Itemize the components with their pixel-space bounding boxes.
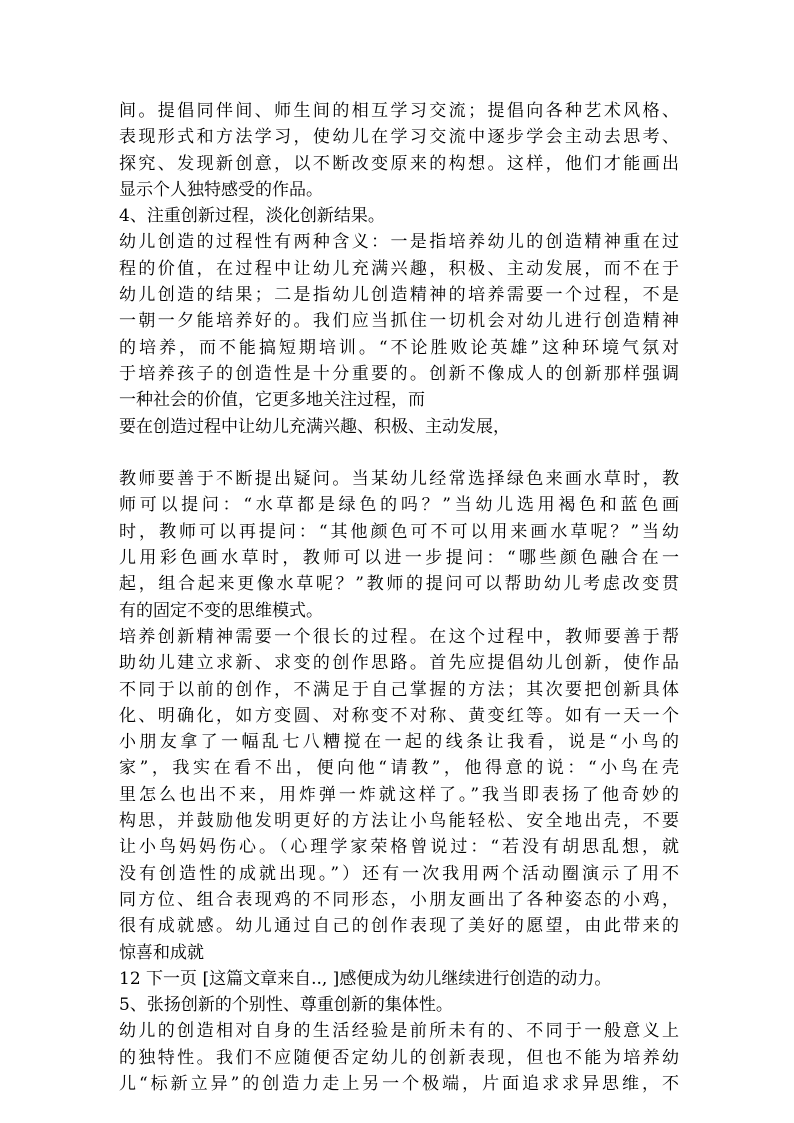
text-line: 12 下一页 [这篇文章来自.., ]感便成为幼儿继续进行创造的动力。 <box>119 968 612 989</box>
text-line: 培养创新精神需要一个很长的过程。在这个过程中，教师要善于帮 <box>119 626 679 647</box>
text-line: 显示个人独特感受的作品。 <box>119 179 323 200</box>
text-line: 儿用彩色画水草时，教师可以进一步提问：“哪些颜色融合在一 <box>119 548 679 569</box>
text-line: 里怎么也出不来，用炸弹一炸就这样了。”我当即表扬了他奇妙的 <box>119 784 679 805</box>
text-line: 构思，并鼓励他发明更好的方法让小鸟能轻松、安全地出壳，不要 <box>119 811 679 832</box>
text-line: 同方位、组合表现鸡的不同形态，小朋友画出了各种姿态的小鸡， <box>119 889 679 910</box>
text-line: 程的价值，在过程中让幼儿充满兴趣，积极、主动发展，而不在于 <box>119 258 679 279</box>
text-line: 小朋友拿了一幅乱七八糟搅在一起的线条让我看，说是“小鸟的 <box>119 732 679 753</box>
text-line: 5、张扬创新的个别性、尊重创新的集体性。 <box>119 995 453 1016</box>
text-line: 的独特性。我们不应随便否定幼儿的创新表现，但也不能为培养幼 <box>119 1047 679 1068</box>
text-line: 师可以提问：“水草都是绿色的吗？”当幼儿选用褐色和蓝色画 <box>119 495 679 516</box>
text-line: 家”，我实在看不出，便向他“请教”，他得意的说：“小鸟在壳 <box>119 758 679 779</box>
text-line: 儿“标新立异”的创造力走上另一个极端，片面追求求异思维，不 <box>119 1073 679 1094</box>
text-line: 表现形式和方法学习，使幼儿在学习交流中逐步学会主动去思考、 <box>119 127 679 148</box>
document-body <box>119 98 679 1097</box>
text-line: 化、明确化，如方变圆、对称变不对称、黄变红等。如有一天一个 <box>119 705 679 726</box>
text-line: 不同于以前的创作，不满足于自己掌握的方法；其次要把创新具体 <box>119 679 679 700</box>
text-line: 幼儿创造的过程性有两种含义：一是指培养幼儿的创造精神重在过 <box>119 232 679 253</box>
text-line: 4、注重创新过程，淡化创新结果。 <box>119 206 385 227</box>
text-line: 起，组合起来更像水草呢？”教师的提问可以帮助幼儿考虑改变贯 <box>119 574 679 595</box>
text-line: 一朝一夕能培养好的。我们应当抓住一切机会对幼儿进行创造精神 <box>119 311 679 332</box>
text-line: 幼儿创造的结果；二是指幼儿创造精神的培养需要一个过程，不是 <box>119 285 679 306</box>
text-line: 助幼儿建立求新、求变的创作思路。首先应提倡幼儿创新，使作品 <box>119 653 679 674</box>
text-line: 时，教师可以再提问：“其他颜色可不可以用来画水草呢？”当幼 <box>119 521 679 542</box>
text-line: 有的固定不变的思维模式。 <box>119 600 323 621</box>
text-line: 间。提倡同伴间、师生间的相互学习交流；提倡向各种艺术风格、 <box>119 101 679 121</box>
blank-line <box>119 440 679 466</box>
text-line: 没有创造性的成就出现。”）还有一次我用两个活动圈演示了用不 <box>119 863 679 884</box>
text-line: 的培养，而不能搞短期培训。“不论胜败论英雄”这种环境气氛对 <box>119 337 679 358</box>
text-line: 探究、发现新创意，以不断改变原来的构想。这样，他们才能画出 <box>119 153 679 174</box>
text-line: 一种社会的价值，它更多地关注过程，而 <box>119 390 425 411</box>
text-line: 教师要善于不断提出疑问。当某幼儿经常选择绿色来画水草时，教 <box>119 469 679 490</box>
text-line: 幼儿的创造相对自身的生活经验是前所未有的、不同于一般意义上 <box>119 1021 679 1042</box>
text-line: 惊喜和成就 <box>119 942 204 963</box>
text-line: 要在创造过程中让幼儿充满兴趣、积极、主动发展， <box>119 416 510 437</box>
text-line: 很有成就感。幼儿通过自己的创作表现了美好的愿望，由此带来的 <box>119 916 679 937</box>
text-line: 让小鸟妈妈伤心。（心理学家荣格曾说过：“若没有胡思乱想，就 <box>119 837 679 858</box>
text-line: 于培养孩子的创造性是十分重要的。创新不像成人的创新那样强调 <box>119 363 679 384</box>
